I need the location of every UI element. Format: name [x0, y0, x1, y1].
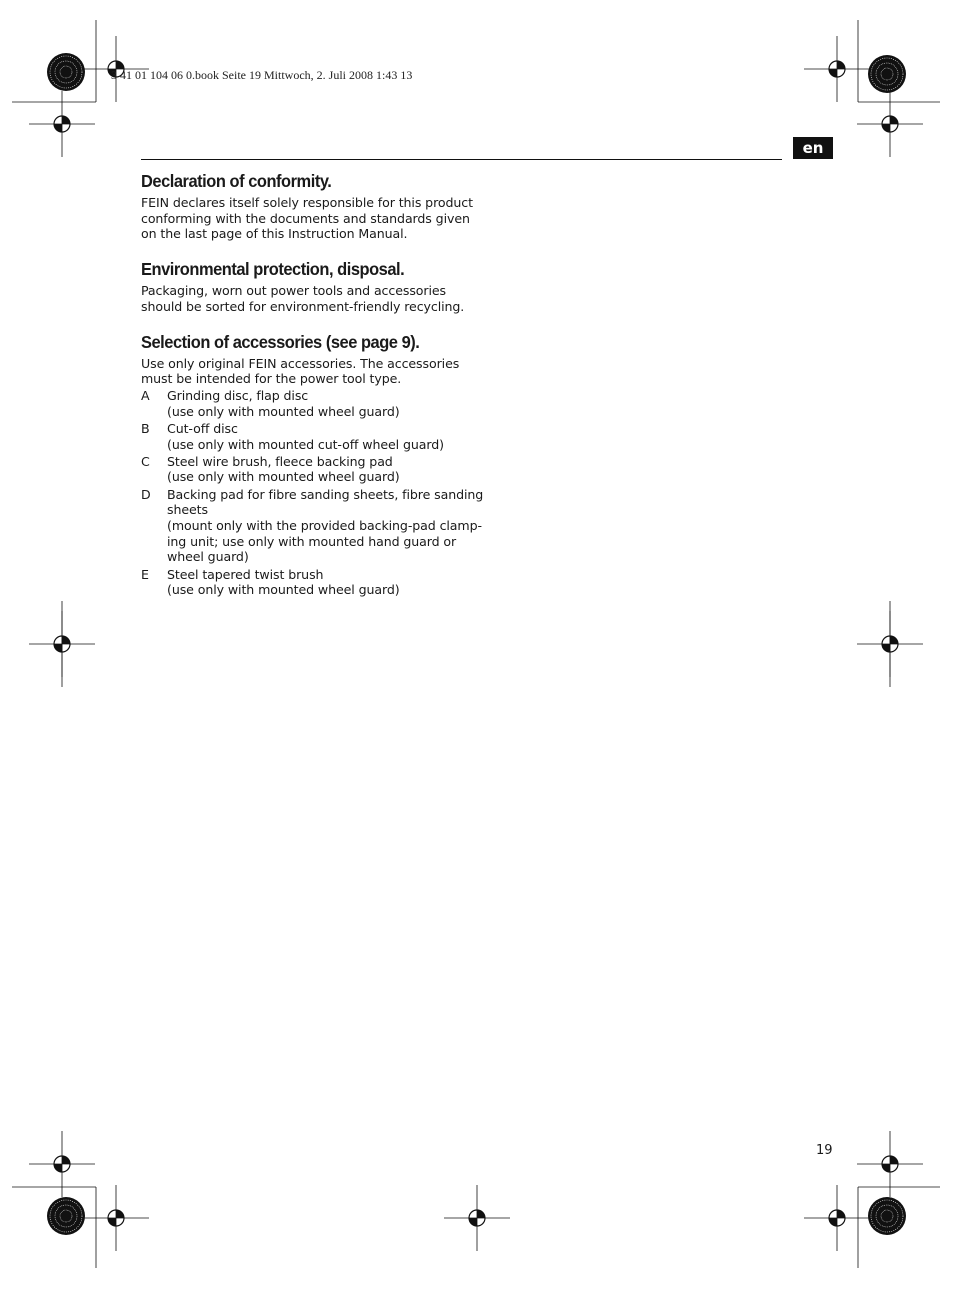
registration-mark-icon — [444, 1185, 510, 1251]
item-key: E — [141, 566, 149, 582]
item-note: (use only with mounted wheel guard) — [167, 469, 400, 485]
registration-mark-icon — [857, 91, 923, 157]
list-item — [141, 421, 486, 452]
declaration-section — [141, 171, 486, 242]
language-badge: en — [793, 137, 833, 159]
item-note: (use only with mounted wheel guard) — [167, 582, 400, 598]
section-heading: Declaration of conformity. — [141, 171, 332, 191]
main-content — [141, 171, 486, 615]
section-heading: Selection of accessories (see page 9). — [141, 331, 420, 352]
registration-mark-icon — [804, 36, 870, 102]
registration-mark-icon — [29, 91, 95, 157]
item-key: C — [141, 453, 150, 469]
color-star-target-icon — [47, 1197, 85, 1235]
section-heading: Environmental protection, disposal. — [141, 259, 405, 280]
item-name: Cut-off disc — [167, 420, 238, 436]
list-item — [141, 567, 486, 598]
section-body: Packaging, worn out power tools and accessories should be sorted for environment-friendly recycling. — [141, 283, 465, 314]
section-body: FEIN declares itself solely responsible for this product conforming with the documents and standards given on the last page of this Instruction Manual. — [141, 195, 473, 242]
item-note: (mount only with the provided backing-pad clamp-ing unit; use only with mounted hand guard or wheel guard) — [167, 518, 482, 565]
environment-section — [141, 259, 486, 314]
registration-mark-icon — [83, 1185, 149, 1251]
color-star-target-icon — [868, 55, 906, 93]
item-name: Steel tapered twist brush — [167, 566, 324, 582]
page-number: 19 — [816, 1143, 833, 1158]
section-body: Use only original FEIN accessories. The accessories must be intended for the power tool type. — [141, 355, 460, 387]
item-name: Grinding disc, flap disc — [167, 387, 309, 403]
registration-mark-icon — [804, 1185, 870, 1251]
print-file-info: 3 41 01 104 06 0.book Seite 19 Mittwoch, 2. Juli 2008 1:43 13 — [111, 68, 413, 82]
header-rule — [141, 159, 782, 160]
list-item — [141, 388, 486, 419]
accessories-section — [141, 332, 486, 599]
accessory-list — [141, 388, 486, 598]
color-star-target-icon — [47, 53, 85, 91]
list-item — [141, 487, 486, 566]
item-key: A — [141, 387, 150, 403]
item-name: Steel wire brush, fleece backing pad — [167, 453, 393, 469]
color-star-target-icon — [868, 1197, 906, 1235]
item-key: B — [141, 420, 150, 436]
item-name: Backing pad for fibre sanding sheets, fibre sanding sheets — [167, 486, 484, 518]
item-key: D — [141, 486, 151, 502]
item-note: (use only with mounted wheel guard) — [167, 403, 400, 419]
list-item — [141, 454, 486, 485]
item-note: (use only with mounted cut-off wheel guard) — [167, 436, 444, 452]
